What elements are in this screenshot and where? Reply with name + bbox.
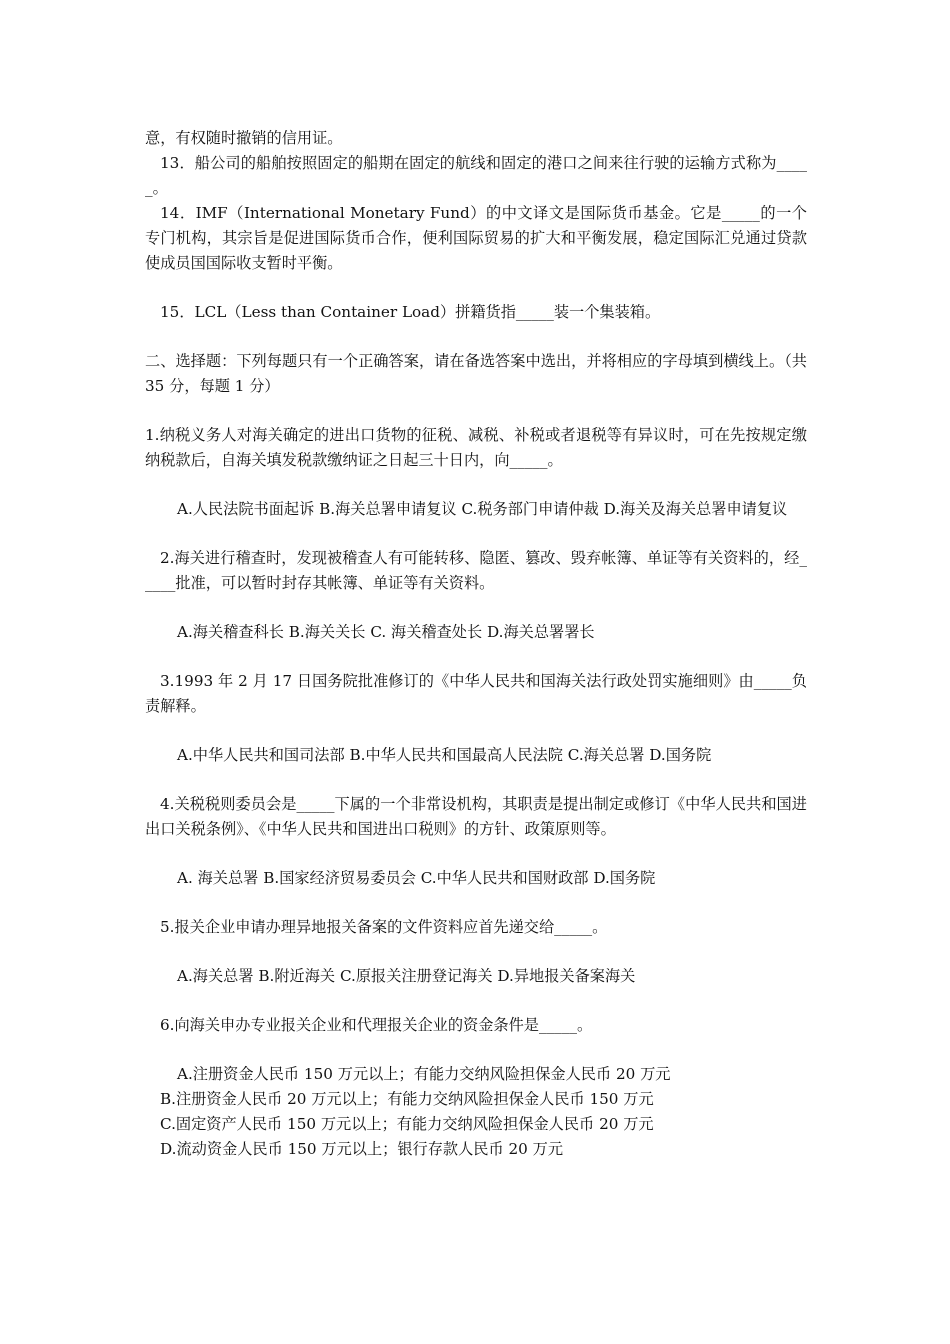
spacer	[145, 768, 807, 792]
choice-question-6: 6.向海关申办专业报关企业和代理报关企业的资金条件是_____。	[160, 1016, 593, 1034]
choice-question-3: 3.1993 年 2 月 17 日国务院批准修订的《中华人民共和国海关法行政处罚实施细则》由_____负责解释。	[145, 672, 807, 715]
spacer	[145, 399, 807, 423]
spacer	[145, 989, 807, 1013]
question-15: 15．LCL（Less than Container Load）拼籍货指_____装一个集装箱。	[160, 303, 661, 321]
spacer	[145, 473, 807, 497]
choice-question-5: 5.报关企业申请办理异地报关备案的文件资料应首先递交给_____。	[160, 918, 608, 936]
choice-question-4: 4.关税税则委员会是_____下属的一个非常设机构，其职责是提出制定或修订《中华人民共和国进出口关税条例》、《中华人民共和国进出口税则》的方针、政策原则等。	[145, 795, 807, 838]
spacer	[145, 276, 807, 300]
choice-question-1-options: A.人民法院书面起诉 B.海关总署申请复议 C.税务部门申请仲裁 D.海关及海关总署申请复议	[177, 500, 788, 518]
section-heading: 二、选择题：下列每题只有一个正确答案，请在备选答案中选出，并将相应的字母填到横线上。（共 35 分，每题 1 分）	[145, 352, 807, 395]
spacer	[145, 842, 807, 866]
choice-question-6-option-a: A.注册资金人民币 150 万元以上；有能力交纳风险担保金人民币 20 万元	[177, 1065, 671, 1083]
spacer	[145, 522, 807, 546]
choice-question-2-options: A.海关稽查科长 B.海关关长 C. 海关稽查处长 D.海关总署署长	[177, 623, 595, 641]
spacer	[145, 596, 807, 620]
spacer	[145, 940, 807, 964]
paragraph-fragment: 意，有权随时撤销的信用证。	[145, 129, 343, 147]
choice-question-5-options: A.海关总署 B.附近海关 C.原报关注册登记海关 D.异地报关备案海关	[177, 967, 636, 985]
spacer	[145, 891, 807, 915]
spacer	[145, 719, 807, 743]
spacer	[145, 1038, 807, 1062]
question-13: 13．船公司的船舶按照固定的船期在固定的航线和固定的港口之间来往行驶的运输方式称为_____。	[145, 154, 807, 197]
choice-question-3-options: A.中华人民共和国司法部 B.中华人民共和国最高人民法院 C.海关总署 D.国务院	[177, 746, 712, 764]
spacer	[145, 645, 807, 669]
choice-question-6-option-d: D.流动资金人民币 150 万元以上；银行存款人民币 20 万元	[160, 1140, 564, 1158]
choice-question-6-option-b: B.注册资金人民币 20 万元以上；有能力交纳风险担保金人民币 150 万元	[160, 1090, 654, 1108]
choice-question-1: 1.纳税义务人对海关确定的进出口货物的征税、减税、补税或者退税等有异议时，可在先按规定缴纳税款后，自海关填发税款缴纳证之日起三十日内，向_____。	[145, 426, 807, 469]
question-14: 14．IMF（International Monetary Fund）的中文译文是国际货币基金。它是_____的一个专门机构，其宗旨是促进国际货币合作，便利国际贸易的扩大和平衡发展，稳定国际汇兑通过贷款使成员国国际收支暂时平衡。	[145, 204, 807, 272]
choice-question-4-options: A. 海关总署 B.国家经济贸易委员会 C.中华人民共和国财政部 D.国务院	[177, 869, 656, 887]
choice-question-6-option-c: C.固定资产人民币 150 万元以上；有能力交纳风险担保金人民币 20 万元	[160, 1115, 654, 1133]
spacer	[145, 325, 807, 349]
document-page	[145, 126, 807, 1162]
choice-question-2: 2.海关进行稽查时，发现被稽查人有可能转移、隐匿、篡改、毁弃帐簿、单证等有关资料的，经_____批准，可以暂时封存其帐簿、单证等有关资料。	[145, 549, 807, 592]
